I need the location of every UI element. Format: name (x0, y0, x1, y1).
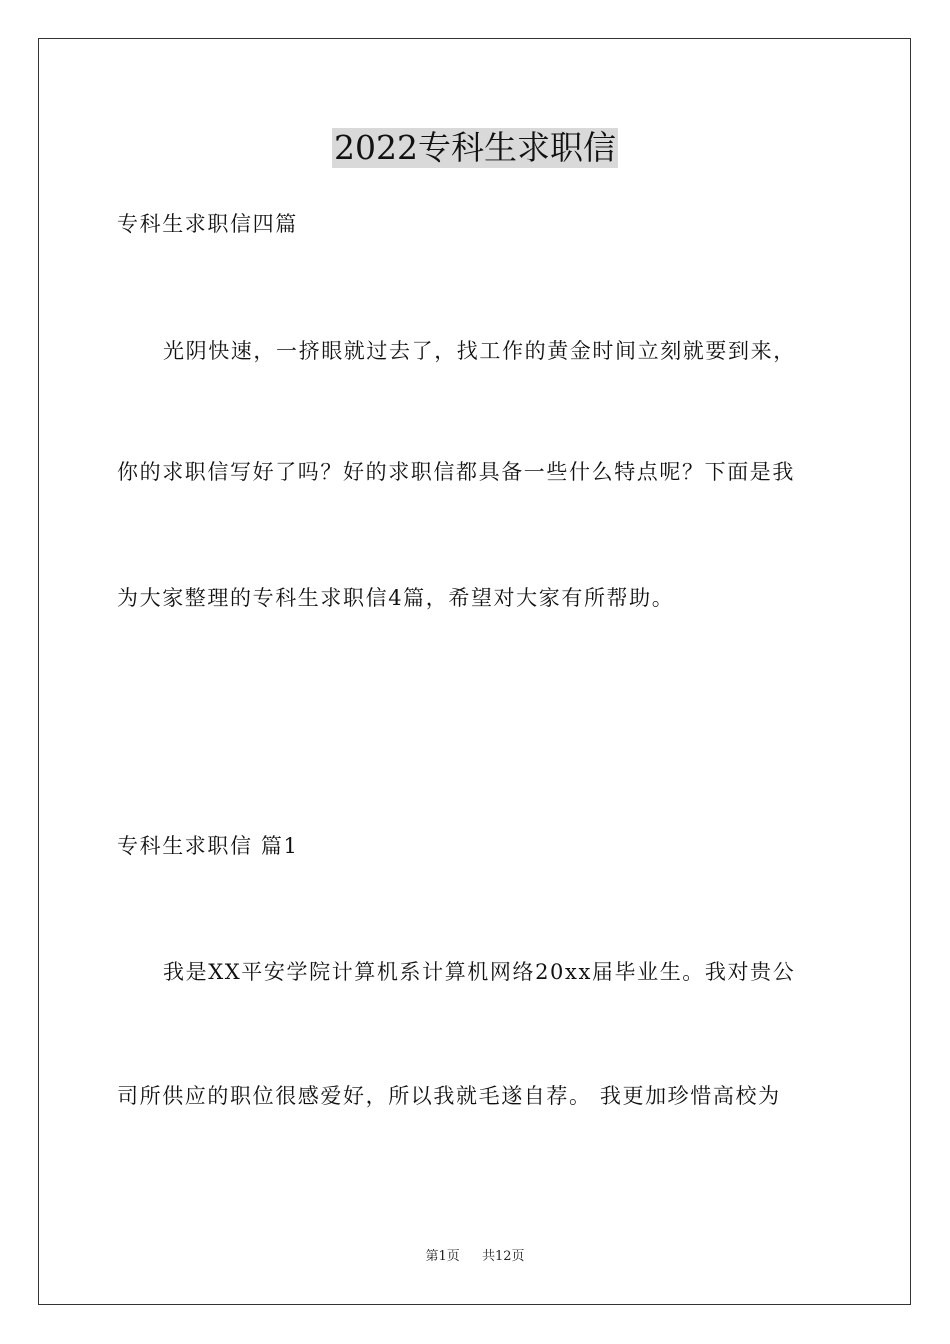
intro-line-3: 为大家整理的专科生求职信4篇，希望对大家有所帮助。 (117, 586, 675, 610)
document-title: 2022专科生求职信 (334, 128, 616, 167)
section-line-2: 司所供应的职位很感爱好，所以我就毛遂自荐。 我更加珍惜高校为 (117, 1084, 781, 1108)
document-subtitle: 专科生求职信四篇 (117, 212, 298, 236)
intro-line-2: 你的求职信写好了吗？好的求职信都具备一些什么特点呢？下面是我 (117, 460, 795, 484)
section-heading: 专科生求职信 篇1 (117, 834, 299, 858)
intro-line-1: 光阴快速，一挤眼就过去了，找工作的黄金时间立刻就要到来， (163, 339, 796, 363)
total-pages: 共12页 (481, 1249, 525, 1264)
section-line-1: 我是XX平安学院计算机系计算机网络20xx届毕业生。我对贵公 (163, 960, 796, 984)
title-container (0, 128, 950, 168)
page-footer (0, 1248, 950, 1266)
page-number: 第1页 (425, 1249, 460, 1264)
